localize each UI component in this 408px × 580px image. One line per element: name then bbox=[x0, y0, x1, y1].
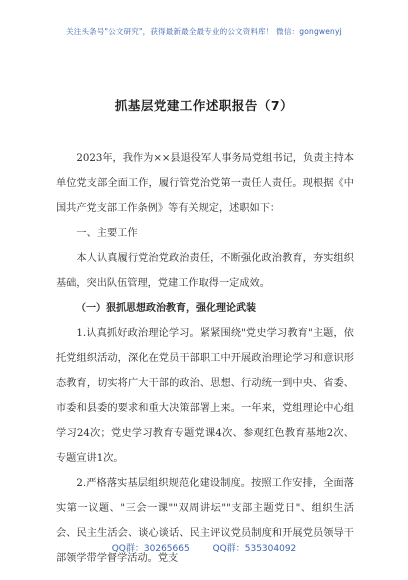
summary-paragraph: 本人认真履行党治党政治责任，不断强化政治教育，夯实组织基础，突出队伍管理，党建工作取得一定成效。 bbox=[56, 253, 354, 289]
header-promo-note: 关注头条号"公文研究"，获得最新最全最专业的公文资料库！ 微信：gongwenyj bbox=[66, 27, 342, 36]
document-title: 抓基层党建工作述职报告（7） bbox=[114, 98, 294, 113]
item-paragraph-2: 2.严格落实基层组织规范化建设制度。按照工作安排，全面落实第一议题、"三会一课""双周讲坛""支部主题党日"、组织生活会、民主生活会、谈心谈话、民主评议党员制度和开展党员领导干部领学带学督学活动。党支 bbox=[56, 478, 354, 564]
subsection-heading: （一）狠抓思想政治教育，强化理论武装 bbox=[76, 303, 256, 314]
section-heading: 一、主要工作 bbox=[76, 228, 138, 239]
document-body bbox=[56, 146, 354, 571]
intro-paragraph: 2023年，我作为××县退役军人事务局党组书记，负责主持本单位党支部全面工作，履行管党治党第一责任人责任。现根据《中国共产党支部工作条例》等有关规定，述职如下： bbox=[56, 153, 354, 214]
item-paragraph-1: 1.认真抓好政治理论学习。紧紧围绕"党史学习教育"主题，依托党组织活动，深化在党员干部职工中开展政治理论学习和意识形态教育，切实将广大干部的政治、思想、行动统一到中央、省委、市委和县委的要求和重大决策部署上来。一年来，党组理论中心组学习24次；党史学习教育专题党课4次、参观红色教育基地2次、专题宣讲1次。 bbox=[56, 328, 354, 464]
footer-qq-groups bbox=[0, 541, 408, 554]
qq-group-left: QQ群：30265665 bbox=[111, 544, 190, 554]
qq-group-right: QQ群：535304092 bbox=[212, 544, 297, 554]
